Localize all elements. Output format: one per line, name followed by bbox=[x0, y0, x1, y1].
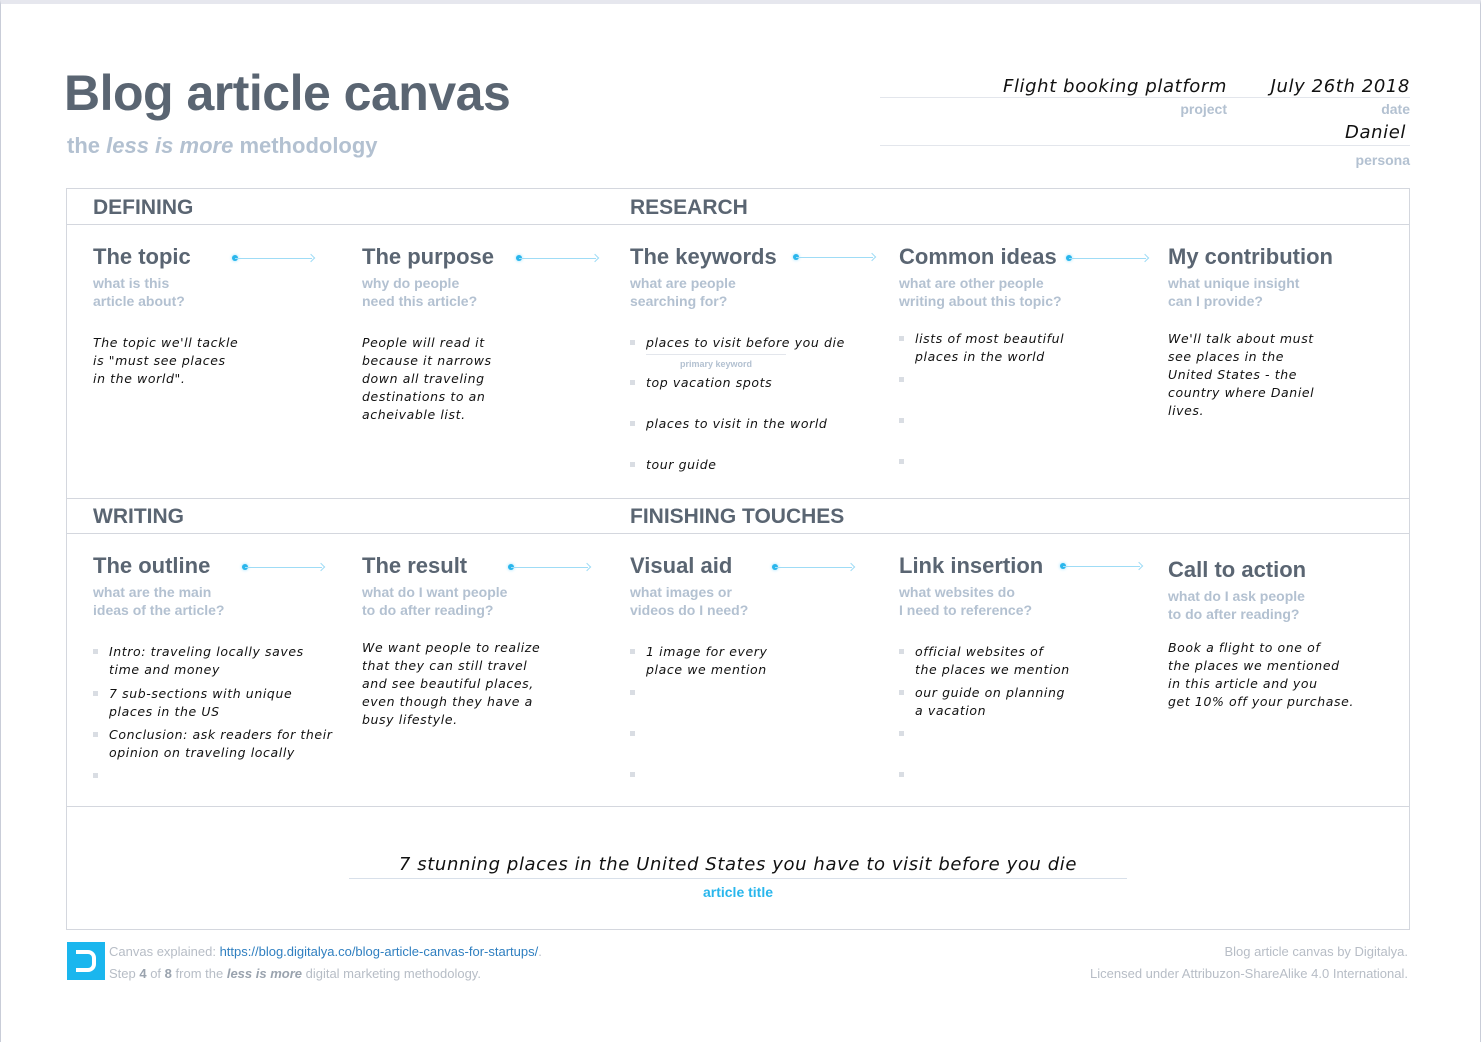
flow-arrow-icon bbox=[516, 254, 598, 262]
bullet-icon bbox=[899, 336, 904, 341]
block-title: The outline bbox=[93, 553, 211, 578]
subtitle-pre: the bbox=[67, 133, 100, 158]
block-visual-aid bbox=[630, 553, 880, 784]
block-topic bbox=[93, 244, 343, 388]
block-title: Call to action bbox=[1168, 557, 1307, 582]
block-outline bbox=[93, 553, 343, 785]
block-title: The purpose bbox=[362, 244, 495, 269]
question-line: what images or bbox=[630, 584, 732, 600]
block-question bbox=[93, 583, 343, 619]
link-item[interactable] bbox=[899, 643, 1149, 684]
question-line: need this article? bbox=[362, 293, 478, 309]
text-line: even though they have a bbox=[362, 694, 533, 709]
text-line: down all traveling bbox=[362, 371, 485, 386]
keyword-text: places to visit in the world bbox=[646, 416, 828, 431]
bullet-icon bbox=[93, 773, 98, 778]
step-mid: from the bbox=[171, 966, 227, 981]
step-post: digital marketing methodology. bbox=[301, 966, 481, 981]
project-label: project bbox=[1180, 101, 1227, 117]
question-line: I need to reference? bbox=[899, 602, 1033, 618]
page-title: Blog article canvas bbox=[64, 65, 511, 121]
block-keywords bbox=[630, 244, 880, 474]
question-line: to do after reading? bbox=[1168, 606, 1300, 622]
question-line: what is this bbox=[93, 275, 170, 291]
question-line: what are people bbox=[630, 275, 736, 291]
keywords-list bbox=[630, 334, 880, 474]
footer-explained bbox=[109, 944, 542, 959]
text-line: 1 image for every bbox=[646, 644, 768, 659]
bullet-icon bbox=[93, 691, 98, 696]
text-line: because it narrows bbox=[362, 353, 492, 368]
text-line: in this article and you bbox=[1168, 676, 1318, 691]
step-pre: Step bbox=[109, 966, 140, 981]
question-line: searching for? bbox=[630, 293, 728, 309]
block-common-ideas bbox=[899, 244, 1149, 471]
cta-text[interactable] bbox=[1168, 639, 1418, 711]
section-writing: WRITING bbox=[93, 505, 184, 528]
persona-label: persona bbox=[1355, 152, 1410, 168]
section-defining: DEFINING bbox=[93, 196, 194, 219]
flow-arrow-icon bbox=[793, 253, 875, 261]
divider bbox=[67, 533, 1409, 534]
block-title: Common ideas bbox=[899, 244, 1057, 269]
text-line: the places we mentioned bbox=[1168, 658, 1340, 673]
subtitle-emphasis: less is more bbox=[106, 133, 234, 158]
bullet-icon bbox=[630, 421, 635, 426]
visual-item[interactable] bbox=[630, 684, 880, 725]
flow-arrow-icon bbox=[1066, 254, 1148, 262]
text-line: destinations to an bbox=[362, 389, 486, 404]
block-result bbox=[362, 553, 612, 729]
date-line bbox=[1227, 97, 1410, 98]
text-line: and see beautiful places, bbox=[362, 676, 534, 691]
question-line: what are the main bbox=[93, 584, 212, 600]
flow-arrow-icon bbox=[508, 563, 590, 571]
question-line: to do after reading? bbox=[362, 602, 494, 618]
block-question bbox=[630, 583, 880, 619]
question-line: what do I want people bbox=[362, 584, 508, 600]
bullet-icon bbox=[899, 418, 904, 423]
outline-item[interactable] bbox=[93, 643, 353, 685]
explained-end: . bbox=[538, 944, 542, 959]
idea-item[interactable] bbox=[899, 371, 1149, 412]
link-item[interactable] bbox=[899, 684, 1149, 725]
result-text[interactable] bbox=[362, 639, 612, 729]
text-line: acheivable list. bbox=[362, 407, 466, 422]
keyword-text: places to visit before you die bbox=[646, 335, 845, 350]
visual-item[interactable] bbox=[630, 643, 880, 684]
flow-arrow-icon bbox=[232, 254, 314, 262]
block-title: The result bbox=[362, 553, 468, 578]
question-line: what unique insight bbox=[1168, 275, 1300, 291]
text-line: busy lifestyle. bbox=[362, 712, 458, 727]
footer-license: Licensed under Attribuzon-ShareAlike 4.0 International. bbox=[1090, 966, 1408, 981]
bullet-icon bbox=[899, 377, 904, 382]
keyword-item[interactable] bbox=[630, 415, 880, 456]
bullet-icon bbox=[630, 690, 635, 695]
text-line: places in the world bbox=[915, 349, 1045, 364]
bullet-icon bbox=[630, 340, 635, 345]
text-line: a vacation bbox=[915, 703, 987, 718]
bullet-icon bbox=[630, 772, 635, 777]
divider bbox=[67, 498, 1409, 499]
article-title-label: article title bbox=[702, 884, 774, 900]
visual-item[interactable] bbox=[630, 725, 880, 766]
text-line: official websites of bbox=[915, 644, 1044, 659]
text-line: Book a flight to one of bbox=[1168, 640, 1321, 655]
bullet-icon bbox=[630, 649, 635, 654]
canvas-frame bbox=[66, 188, 1410, 930]
text-line: that they can still travel bbox=[362, 658, 528, 673]
text-line: places in the US bbox=[109, 704, 220, 719]
text-line: the places we mention bbox=[915, 662, 1070, 677]
article-title-field[interactable]: 7 stunning places in the United States you have to visit before you die bbox=[398, 854, 1078, 875]
link-insertion-list bbox=[899, 643, 1149, 784]
text-line: We'll talk about must bbox=[1168, 331, 1314, 346]
subtitle-post: methodology bbox=[239, 133, 378, 158]
block-contribution bbox=[1168, 244, 1418, 420]
contribution-text[interactable] bbox=[1168, 330, 1418, 420]
step-emphasis: less is more bbox=[226, 966, 302, 981]
block-question bbox=[362, 274, 612, 310]
article-title-line bbox=[349, 878, 1127, 879]
text-line: Conclusion: ask readers for their bbox=[109, 727, 333, 742]
common-ideas-list bbox=[899, 330, 1149, 471]
bullet-icon bbox=[899, 649, 904, 654]
block-question bbox=[899, 274, 1149, 310]
text-line: lives. bbox=[1168, 403, 1205, 418]
step-total: 8 bbox=[164, 966, 172, 981]
question-line: what are other people bbox=[899, 275, 1044, 291]
block-question bbox=[899, 583, 1149, 619]
block-title: The topic bbox=[93, 244, 191, 269]
visual-item[interactable] bbox=[630, 766, 880, 784]
block-question bbox=[93, 274, 343, 310]
date-label: date bbox=[1381, 101, 1410, 117]
step-of: of bbox=[146, 966, 165, 981]
keyword-text: top vacation spots bbox=[646, 375, 773, 390]
question-line: what do I ask people bbox=[1168, 588, 1305, 604]
project-field[interactable]: Flight booking platform bbox=[1003, 76, 1227, 97]
canvas-explained-link[interactable]: https://blog.digitalya.co/blog-article-canvas-for-startups/ bbox=[219, 944, 539, 959]
text-line: United States - the bbox=[1168, 367, 1298, 382]
idea-item[interactable] bbox=[899, 330, 1149, 371]
section-finishing: FINISHING TOUCHES bbox=[630, 505, 845, 528]
text-line: get 10% off your purchase. bbox=[1168, 694, 1354, 709]
flow-arrow-icon bbox=[242, 563, 324, 571]
purpose-text[interactable] bbox=[362, 334, 612, 424]
primary-keyword-label: primary keyword bbox=[679, 359, 753, 369]
text-line: 7 sub-sections with unique bbox=[109, 686, 293, 701]
keyword-primary[interactable] bbox=[630, 334, 880, 374]
text-line: our guide on planning bbox=[915, 685, 1065, 700]
persona-field[interactable]: Daniel bbox=[1345, 122, 1406, 143]
block-question bbox=[630, 274, 880, 310]
block-link-insertion bbox=[899, 553, 1149, 784]
date-field[interactable]: July 26th 2018 bbox=[1270, 76, 1410, 97]
question-line: why do people bbox=[362, 275, 460, 291]
outline-item[interactable] bbox=[93, 767, 353, 785]
text-line: lists of most beautiful bbox=[915, 331, 1065, 346]
flow-arrow-icon bbox=[772, 563, 854, 571]
text-line: The topic we'll tackle bbox=[93, 335, 239, 350]
question-line: article about? bbox=[93, 293, 185, 309]
step-number: 4 bbox=[139, 966, 147, 981]
block-title: My contribution bbox=[1168, 244, 1333, 269]
block-title: Visual aid bbox=[630, 553, 733, 578]
block-question bbox=[1168, 274, 1418, 310]
text-line: place we mention bbox=[646, 662, 767, 677]
idea-item[interactable] bbox=[899, 453, 1149, 471]
bullet-icon bbox=[93, 732, 98, 737]
page-subtitle bbox=[67, 133, 378, 159]
outline-list bbox=[93, 643, 353, 785]
text-line: see places in the bbox=[1168, 349, 1285, 364]
topic-text[interactable] bbox=[93, 334, 343, 388]
flow-arrow-icon bbox=[1060, 562, 1142, 570]
text-line: time and money bbox=[109, 662, 220, 677]
block-purpose bbox=[362, 244, 612, 424]
bullet-icon bbox=[899, 731, 904, 736]
section-research: RESEARCH bbox=[630, 196, 748, 219]
explained-label: Canvas explained: bbox=[109, 944, 220, 959]
bullet-icon bbox=[899, 690, 904, 695]
question-line: can I provide? bbox=[1168, 293, 1263, 309]
project-line bbox=[880, 97, 1227, 98]
bullet-icon bbox=[630, 380, 635, 385]
outline-item[interactable] bbox=[93, 726, 353, 767]
bullet-icon bbox=[93, 649, 98, 654]
bullet-icon bbox=[630, 462, 635, 467]
divider bbox=[67, 806, 1409, 807]
text-line: We want people to realize bbox=[362, 640, 541, 655]
block-question bbox=[1168, 587, 1418, 623]
link-item[interactable] bbox=[899, 725, 1149, 766]
block-call-to-action bbox=[1168, 557, 1418, 711]
text-line: in the world". bbox=[93, 371, 186, 386]
bullet-icon bbox=[899, 459, 904, 464]
divider bbox=[67, 224, 1409, 225]
footer-step bbox=[109, 966, 481, 981]
persona-line bbox=[880, 145, 1410, 146]
bullet-icon bbox=[899, 772, 904, 777]
question-line: what websites do bbox=[899, 584, 1015, 600]
text-line: country where Daniel bbox=[1168, 385, 1315, 400]
footer-credit: Blog article canvas by Digitalya. bbox=[1224, 944, 1408, 959]
question-line: writing about this topic? bbox=[899, 293, 1062, 309]
text-line: People will read it bbox=[362, 335, 485, 350]
block-title: Link insertion bbox=[899, 553, 1044, 578]
keyword-item[interactable] bbox=[630, 374, 880, 415]
question-line: ideas of the article? bbox=[93, 602, 225, 618]
keyword-text: tour guide bbox=[646, 457, 717, 472]
block-question bbox=[362, 583, 612, 619]
idea-item[interactable] bbox=[899, 412, 1149, 453]
block-title: The keywords bbox=[630, 244, 777, 269]
question-line: videos do I need? bbox=[630, 602, 749, 618]
keyword-item[interactable] bbox=[630, 456, 880, 474]
outline-item[interactable] bbox=[93, 685, 353, 726]
text-line: opinion on traveling locally bbox=[109, 745, 295, 760]
digitalya-logo-icon bbox=[67, 942, 105, 980]
link-item[interactable] bbox=[899, 766, 1149, 784]
visual-aid-list bbox=[630, 643, 880, 784]
bullet-icon bbox=[630, 731, 635, 736]
text-line: Intro: traveling locally saves bbox=[109, 644, 304, 659]
text-line: is "must see places bbox=[93, 353, 226, 368]
